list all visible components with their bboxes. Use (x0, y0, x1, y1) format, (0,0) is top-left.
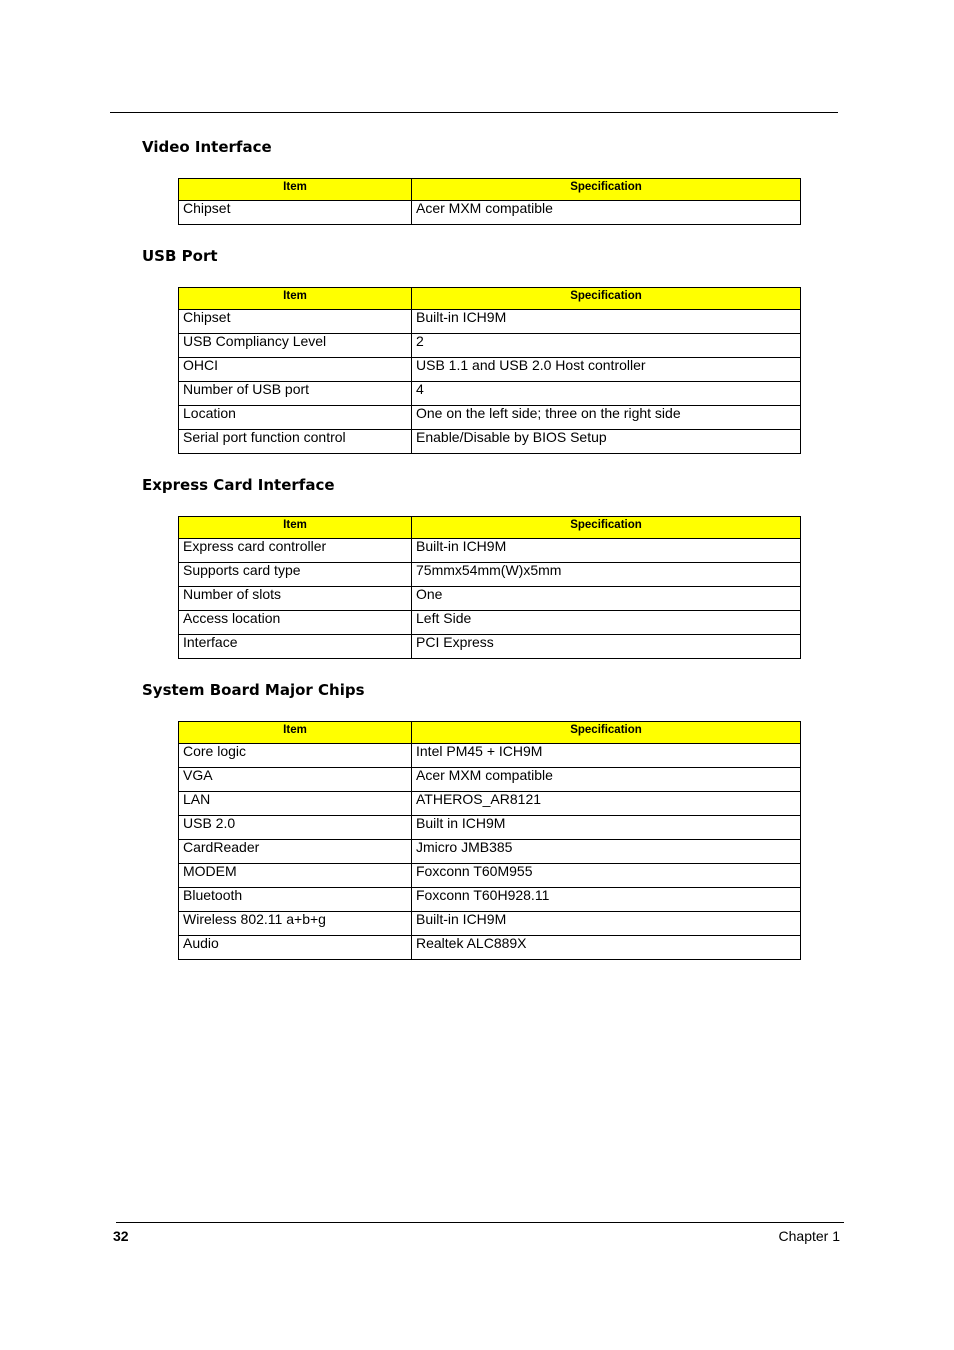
column-header-item: Item (179, 288, 412, 310)
table-row (179, 587, 801, 611)
spec-cell: Acer MXM compatible (412, 201, 801, 225)
table-row (179, 816, 801, 840)
header-rule (110, 112, 838, 113)
item-cell: Location (179, 406, 412, 430)
spec-cell: 75mmx54mm(W)x5mm (412, 563, 801, 587)
spec-cell: PCI Express (412, 635, 801, 659)
spec-cell: Left Side (412, 611, 801, 635)
spec-cell: ATHEROS_AR8121 (412, 792, 801, 816)
spec-cell: Foxconn T60M955 (412, 864, 801, 888)
spec-cell: 2 (412, 334, 801, 358)
table-row (179, 563, 801, 587)
chapter-label: Chapter 1 (778, 1228, 840, 1244)
table-row (179, 635, 801, 659)
item-cell: Wireless 802.11 a+b+g (179, 912, 412, 936)
table-row (179, 382, 801, 406)
table-row (179, 539, 801, 563)
table-row (179, 334, 801, 358)
spec-cell: USB 1.1 and USB 2.0 Host controller (412, 358, 801, 382)
section-title-usb-port: USB Port (142, 247, 218, 265)
table-row (179, 936, 801, 960)
item-cell: Supports card type (179, 563, 412, 587)
item-cell: MODEM (179, 864, 412, 888)
spec-cell: Foxconn T60H928.11 (412, 888, 801, 912)
table-row (179, 768, 801, 792)
express-card-table (178, 516, 801, 659)
item-cell: Chipset (179, 310, 412, 334)
table-row (179, 792, 801, 816)
table-header-row (179, 179, 801, 201)
table-row (179, 744, 801, 768)
item-cell: Number of slots (179, 587, 412, 611)
section-title-express-card-interface: Express Card Interface (142, 476, 335, 494)
spec-cell: Intel PM45 + ICH9M (412, 744, 801, 768)
table-row (179, 201, 801, 225)
usb-port-table (178, 287, 801, 454)
spec-cell: Built-in ICH9M (412, 539, 801, 563)
table-header-row (179, 517, 801, 539)
item-cell: Core logic (179, 744, 412, 768)
spec-cell: Acer MXM compatible (412, 768, 801, 792)
spec-cell: Built-in ICH9M (412, 310, 801, 334)
table-row (179, 912, 801, 936)
column-header-specification: Specification (412, 517, 801, 539)
item-cell: Number of USB port (179, 382, 412, 406)
table-row (179, 840, 801, 864)
column-header-item: Item (179, 517, 412, 539)
footer-rule (116, 1222, 844, 1223)
table-header-row (179, 722, 801, 744)
column-header-item: Item (179, 179, 412, 201)
table-row (179, 888, 801, 912)
system-board-chips-table (178, 721, 801, 960)
table-row (179, 864, 801, 888)
column-header-specification: Specification (412, 722, 801, 744)
spec-cell: One on the left side; three on the right side (412, 406, 801, 430)
page-number: 32 (113, 1228, 129, 1244)
spec-cell: Built-in ICH9M (412, 912, 801, 936)
spec-cell: Built in ICH9M (412, 816, 801, 840)
spec-cell: 4 (412, 382, 801, 406)
item-cell: VGA (179, 768, 412, 792)
section-title-video-interface: Video Interface (142, 138, 272, 156)
item-cell: OHCI (179, 358, 412, 382)
table-row (179, 406, 801, 430)
item-cell: USB 2.0 (179, 816, 412, 840)
item-cell: LAN (179, 792, 412, 816)
table-row (179, 430, 801, 454)
item-cell: CardReader (179, 840, 412, 864)
spec-cell: One (412, 587, 801, 611)
spec-cell: Realtek ALC889X (412, 936, 801, 960)
table-header-row (179, 288, 801, 310)
column-header-item: Item (179, 722, 412, 744)
table-row (179, 611, 801, 635)
video-interface-table (178, 178, 801, 225)
item-cell: Bluetooth (179, 888, 412, 912)
spec-cell: Jmicro JMB385 (412, 840, 801, 864)
table-row (179, 310, 801, 334)
item-cell: Interface (179, 635, 412, 659)
item-cell: Access location (179, 611, 412, 635)
item-cell: Express card controller (179, 539, 412, 563)
item-cell: Chipset (179, 201, 412, 225)
spec-cell: Enable/Disable by BIOS Setup (412, 430, 801, 454)
column-header-specification: Specification (412, 288, 801, 310)
item-cell: USB Compliancy Level (179, 334, 412, 358)
item-cell: Audio (179, 936, 412, 960)
item-cell: Serial port function control (179, 430, 412, 454)
table-row (179, 358, 801, 382)
column-header-specification: Specification (412, 179, 801, 201)
section-title-system-board-major-chips: System Board Major Chips (142, 681, 365, 699)
